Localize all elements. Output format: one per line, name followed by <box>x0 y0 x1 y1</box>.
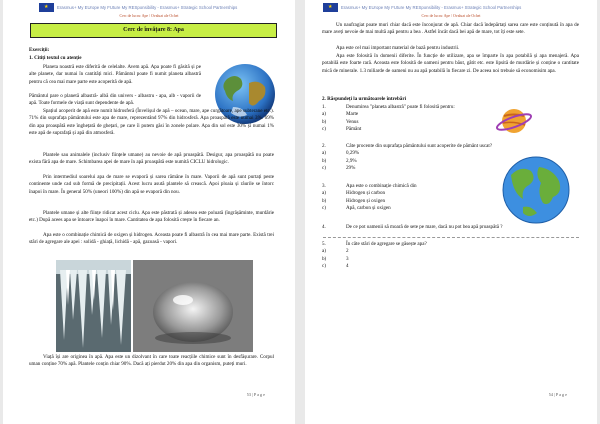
paragraph: Spațiul acoperit de apă este numit hidrosferă (Învelișul de apă – ocean, mare, ape curgătoare, ape subterane etc.). 71% din suprafața pământului este apa de mare, reprezentând 97% din hidrosferă. Apa proaspătă este numai 3%. 69% din apa proaspătă este înghețată de ghețari, pe care îi putem găsi în zonele polare. Apa din sol este 30% și numai 1% este apă de suprafață și apă din atmosferă. <box>29 108 274 136</box>
answer-option[interactable]: Hidrogen și carbon <box>346 190 386 197</box>
answer-option[interactable]: 0,29% <box>346 150 360 157</box>
subsection-heading: 1. Citiți textul cu atenție <box>29 55 82 61</box>
eu-flag-icon <box>39 3 54 12</box>
answer-option[interactable]: Apă, carbon și oxigen <box>346 204 391 211</box>
answer-option[interactable]: 4 <box>346 262 349 269</box>
answer-option[interactable]: Marte <box>346 111 359 118</box>
question-3: 3. Apa este o combinație chimică din a) Hidrogen și carbon b) Hidrogen și oxigen c) Apă, carbon și oxigen <box>322 183 417 211</box>
center-title: Cerc de lucru: Ape / Ovaluat ale Ochei <box>119 14 179 18</box>
page-number: 54 | P a g e <box>548 392 567 397</box>
paragraph: Apa este cel mai important material de bază pentru industrii. <box>336 45 460 51</box>
paragraph: Plantele sau animalele (inclusiv ființele umane) au nevoie de apă proaspătă. Desigur, apa proaspătă nu poate exista fără apa de mare. Schimbarea apei de mare în apă proaspătă este numită CICLU hidrologic. <box>29 152 274 166</box>
eu-flag-icon <box>323 3 338 12</box>
paragraph: Planeta noastră este diferită de celelalte. Avem apă. Apa poate fi găsită și pe alte planete, dar numai în cantități mici. Pământul poate fi numit planeta albastră pentru că cea mai mare parte este acoperită de apă. <box>29 64 201 85</box>
answer-option[interactable]: 2 <box>346 248 349 255</box>
paragraph: Apa este o combinație chimică de oxigen și hidrogen. Aceasta poate fi albastră în cea mai mare parte. Există trei stări de agregare ale apei : solidă - ghiață, lichidă - apă, gazoasă - vapori. <box>29 232 274 246</box>
center-title: Cerc de lucru: Ape / Ovaluat ale Ochei <box>421 14 481 18</box>
question-2: 2. Câte procente din suprafața pământului sunt acoperite de pământ uscat? a) 0,29% b) 2,9% c) 29% <box>322 143 493 171</box>
question-1: 1. Denumirea "planeta albastră" poate fi folosită pentru: a) Marte b) Venus c) Pământ <box>322 104 455 132</box>
paragraph: Apa este folosită în domenii diferite. În funcție de utilizare, apa se împarte în apa potabilă și apa menajeră. Apa potabilă este foarte rară. Aceasta este folosită de oameni pentru băut, gătit etc. este lipsită de murdărie și conține o cantitate mică de minerale. 1.3 miliarde de oameni nu au apă potabilă în fiecare zi. De aceea noi trebuie să economisim apa. <box>322 53 579 74</box>
header-text: Erasmus+ My EUrope My FUture My RESponsibility - Erasmus+ Strategic School Partnerships <box>341 5 522 10</box>
answer-option[interactable]: 2,9% <box>346 157 357 164</box>
erasmus-header <box>39 3 291 12</box>
header-text: Erasmus+ My EUrope My FUture My RESponsibility - Erasmus+ Strategic School Partnerships <box>57 5 238 10</box>
paragraph: Plantele umane și alte ființe ridicat acest ciclu. Apa este păstrată și adesea este poluată (îngrășăminte, murdărie etc.) După acees apa se întoarce înapoi în mare. Cantitatea de apa folosită crește în fiecare an. <box>29 210 274 224</box>
answer-option[interactable]: Venus <box>346 118 359 125</box>
section-heading: Exerciții: <box>29 47 50 53</box>
answer-option[interactable]: 29% <box>346 164 356 171</box>
answer-option[interactable]: 3 <box>346 255 349 262</box>
icicles-photo <box>56 260 131 352</box>
left-page <box>3 0 295 424</box>
saturn-planet-image <box>495 102 533 140</box>
earth-globe-image <box>501 155 571 225</box>
answer-option[interactable]: Hidrogen și oxigen <box>346 197 386 204</box>
water-drop-photo <box>133 260 253 352</box>
question-4: 4. De ce pot oamenii să moară de sete pe mare, dacă nu pot bea apă proaspătă ? <box>322 224 503 230</box>
answer-line[interactable] <box>323 237 579 238</box>
paragraph: Prin intermediul soarelui apa de mare se evaporă și sarea rămâne în mare. Vaporii de apă sunt purtați peste continente unde cad sub formă de precipitații. Acest lucru asută plantele să crească. Apoi ploaia și râurile se întorc înapoi în mare. În general 50% (uneori 100%) din apă se evaporă din nou. <box>29 174 274 195</box>
paragraph: Un naufragiat poate muri chiar dacă este înconjurat de apă. Chiar dacă îndepărtați sarea care este conținută în apa de mare aveți nevoie de mai multă apă pentru a bea . Astfel încât dacă bei apă de mare, tot îți este sete. <box>322 22 579 36</box>
answer-option[interactable]: Pământ <box>346 125 362 132</box>
paragraph: Pământul pare o planetă albastră- albă din univers - albastru - apa, alb - vaporii de apă. Toate formele de viață sunt dependente de apă. <box>29 93 201 107</box>
question-5: 5. În câte stări de agregare se găsește apa? a) 2 b) 3 c) 4 <box>322 241 427 269</box>
closing-paragraph: Viață își are originea în apă. Apa este un dizolvant în care toate reacțiile chimice sunt în desfășurare. Corpul uman conține 70% apă. Plantele conțin chiar 90%. Dacă ați pierdut 20% din apa din organism, puteți muri. <box>29 354 274 368</box>
page-number: 53 | P a g e <box>246 392 265 397</box>
questions-heading: 2. Răspundeți la următoarele întrebări <box>322 96 406 102</box>
right-page <box>305 0 597 424</box>
page-title: Cerc de învățare 8: Apa <box>30 23 277 38</box>
erasmus-header <box>323 3 593 12</box>
